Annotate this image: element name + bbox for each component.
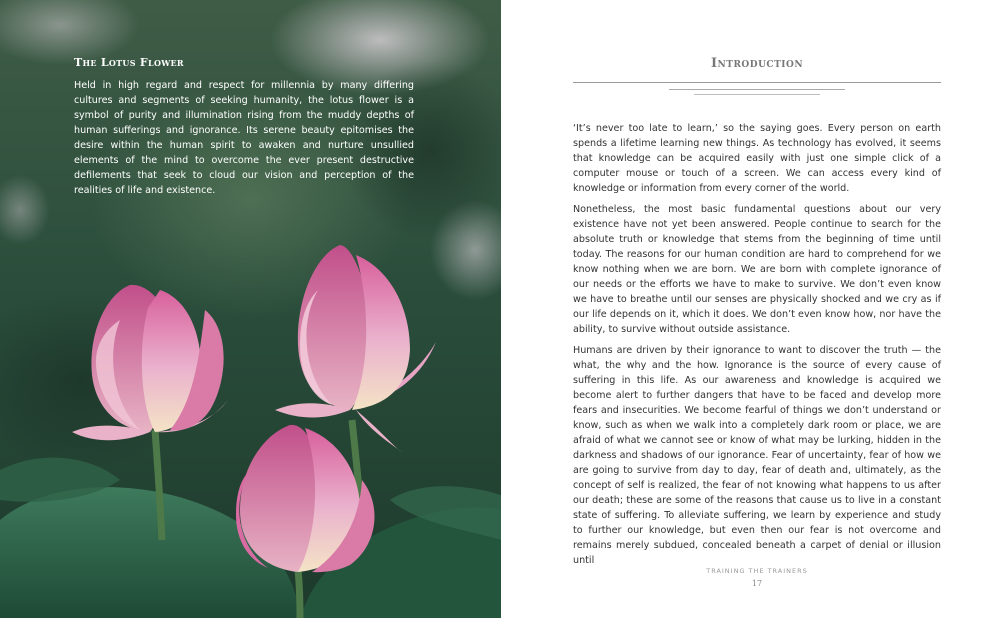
title-rule-long [573,82,941,83]
paragraph: ‘It’s never too late to learn,’ so the saying goes. Every person on earth spends a lifetime learning new things. As technology has evolved, it seems that knowledge can be acquired easily with just one simple click of a computer mouse or touch of a screen. We can access every kind of knowledge or information from every corner of the world. [573,123,941,194]
title-rule-medium [669,89,845,90]
caption-heading: The Lotus Flower [74,56,184,69]
paragraph: Nonetheless, the most basic fundamental questions about our very existence have not yet been answered. People continue to search for the absolute truth or knowledge that stems from the beginning of time until today. The reasons for our human condition are hard to comprehend for we know nothing when we are born. We are born with complete ignorance of our needs or the efforts we have to make to survive. We don’t even know we have to breathe until our senses are physically shocked and we cry as if our life depends on it, which it does. We don’t even know how, nor have the ability, to survive without outside assistance. [573,204,941,335]
title-rule-short [694,94,820,95]
paragraph: Humans are driven by their ignorance to want to discover the truth — the what, the why and the how. Ignorance is the source of every cause of suffering in this life. As our awareness and knowledge is acquired we become alert to further dangers that have to be faced and develop more fears and insecurities. We become fearful of things we don’t understand or know, such as when we walk into a completely dark room or place, we are afraid of what we cannot see or know of what may be lurking, hidden in the darkness and shadows of our ignorance. Fear of uncertainty, fear of how we are going to survive from day to day, fear of death and, ultimately, as the concept of self is realized, the fear of not knowing what happens to us after our death; these are some of the reasons that cause us to live in a constant state of suffering. To alleviate suffering, we learn by experience and study to further our knowledge, but even then our fear is not overcome and remains merely subdued, concealed beneath a carpet of denial or illusion until [573,345,941,566]
photo-caption [74,56,414,198]
caption-text: Held in high regard and respect for millennia by many differing cultures and segments of seeking humanity, the lotus flower is a symbol of purity and illumination rising from the muddy depths of human sufferings and ignorance. Its serene beauty epitomises the desire within the human spirit to awaken and nurture unsullied elements of the mind to overcome the ever present destructive defilements that seek to cloud our vision and perception of the realities of life and existence. [74,80,414,196]
page-number: 17 [751,579,763,588]
chapter-title: Introduction [710,56,804,71]
body-text [573,121,941,574]
right-page [501,0,1000,618]
running-footer-title: TRAINING THE TRAINERS [706,567,808,575]
